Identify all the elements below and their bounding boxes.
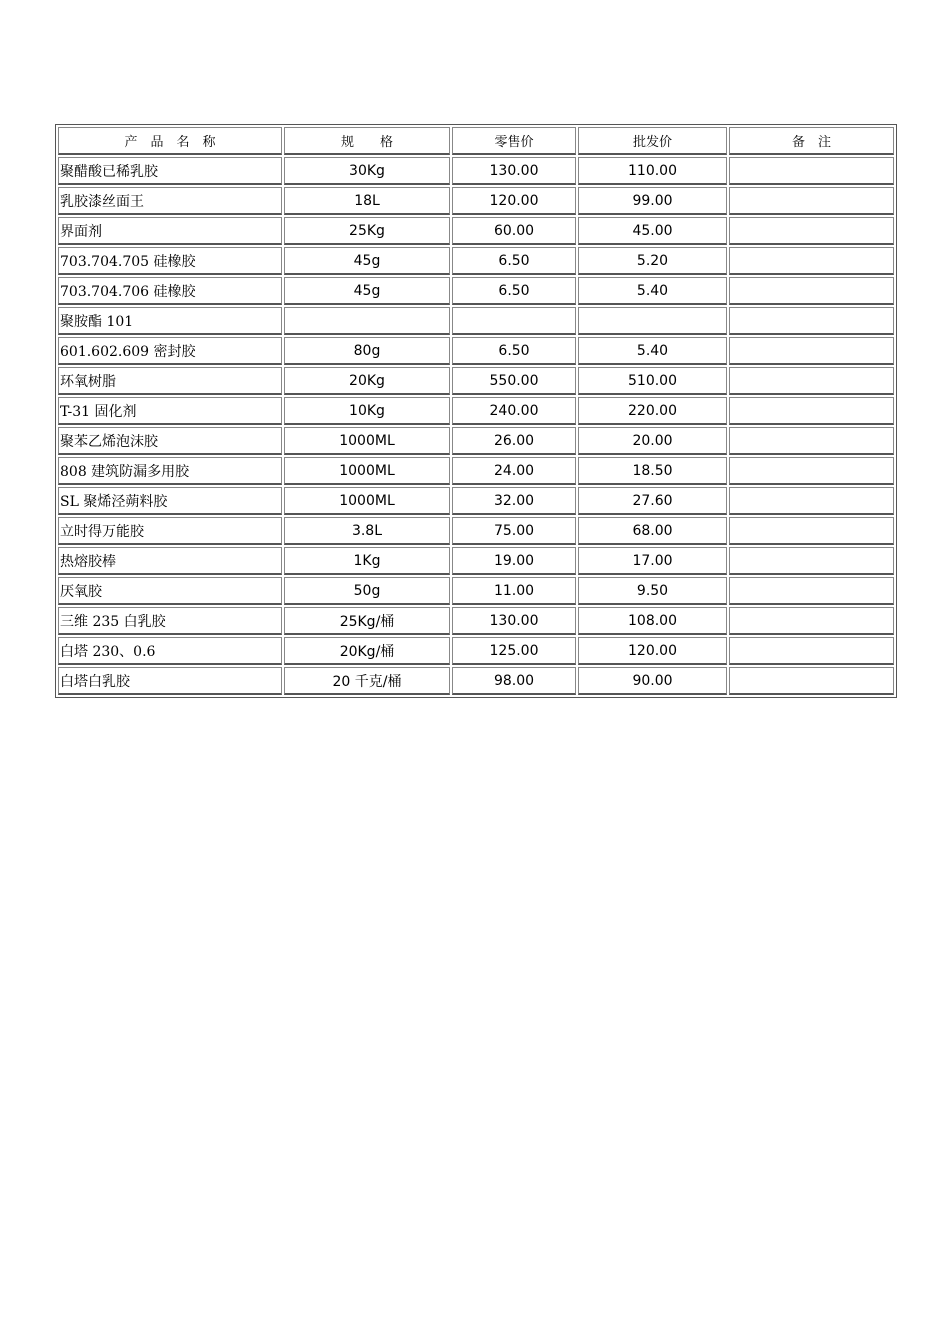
table-row — [58, 517, 894, 545]
cell-retail-price: 6.50 — [452, 337, 576, 365]
cell-spec: 1000ML — [284, 487, 450, 515]
cell-note — [729, 367, 894, 395]
cell-spec: 30Kg — [284, 157, 450, 185]
cell-spec: 25Kg/桶 — [284, 607, 450, 635]
cell-retail-price: 60.00 — [452, 217, 576, 245]
cell-wholesale-price — [578, 307, 727, 335]
cell-spec: 80g — [284, 337, 450, 365]
cell-note — [729, 547, 894, 575]
cell-wholesale-price: 18.50 — [578, 457, 727, 485]
cell-product-name: 界面剂 — [58, 217, 282, 245]
cell-retail-price: 24.00 — [452, 457, 576, 485]
cell-product-name: 立时得万能胶 — [58, 517, 282, 545]
table-body — [58, 157, 894, 695]
cell-wholesale-price: 90.00 — [578, 667, 727, 695]
table-row — [58, 157, 894, 185]
cell-spec: 20Kg — [284, 367, 450, 395]
header-note: 备 注 — [729, 127, 894, 155]
cell-note — [729, 427, 894, 455]
cell-spec — [284, 307, 450, 335]
cell-product-name: 聚胺酯 101 — [58, 307, 282, 335]
cell-note — [729, 577, 894, 605]
cell-note — [729, 247, 894, 275]
cell-spec: 45g — [284, 247, 450, 275]
cell-wholesale-price: 510.00 — [578, 367, 727, 395]
cell-wholesale-price: 120.00 — [578, 637, 727, 665]
cell-retail-price: 130.00 — [452, 157, 576, 185]
cell-note — [729, 637, 894, 665]
cell-note — [729, 277, 894, 305]
cell-note — [729, 607, 894, 635]
cell-product-name: 601.602.609 密封胶 — [58, 337, 282, 365]
cell-spec: 45g — [284, 277, 450, 305]
cell-spec: 1Kg — [284, 547, 450, 575]
cell-retail-price: 19.00 — [452, 547, 576, 575]
table-row — [58, 607, 894, 635]
price-table — [55, 124, 897, 698]
cell-note — [729, 517, 894, 545]
cell-product-name: 703.704.705 硅橡胶 — [58, 247, 282, 275]
cell-retail-price: 240.00 — [452, 397, 576, 425]
cell-spec: 20 千克/桶 — [284, 667, 450, 695]
cell-product-name: 三维 235 白乳胶 — [58, 607, 282, 635]
cell-product-name: 热熔胶棒 — [58, 547, 282, 575]
table-row — [58, 187, 894, 215]
table-row — [58, 217, 894, 245]
cell-product-name: 乳胶漆丝面王 — [58, 187, 282, 215]
table-row — [58, 667, 894, 695]
header-retail-price: 零售价 — [452, 127, 576, 155]
cell-wholesale-price: 9.50 — [578, 577, 727, 605]
cell-retail-price: 130.00 — [452, 607, 576, 635]
cell-product-name: 白塔白乳胶 — [58, 667, 282, 695]
cell-retail-price: 6.50 — [452, 247, 576, 275]
cell-note — [729, 667, 894, 695]
cell-note — [729, 187, 894, 215]
cell-note — [729, 217, 894, 245]
table-row — [58, 487, 894, 515]
table-row — [58, 637, 894, 665]
cell-spec: 50g — [284, 577, 450, 605]
cell-retail-price: 6.50 — [452, 277, 576, 305]
table-row — [58, 397, 894, 425]
cell-product-name: 聚醋酸已稀乳胶 — [58, 157, 282, 185]
cell-retail-price: 75.00 — [452, 517, 576, 545]
cell-retail-price: 26.00 — [452, 427, 576, 455]
cell-product-name: 聚苯乙烯泡沫胶 — [58, 427, 282, 455]
cell-wholesale-price: 20.00 — [578, 427, 727, 455]
table-row — [58, 247, 894, 275]
cell-wholesale-price: 45.00 — [578, 217, 727, 245]
table-header-row — [58, 127, 894, 155]
cell-spec: 1000ML — [284, 427, 450, 455]
cell-wholesale-price: 110.00 — [578, 157, 727, 185]
cell-spec: 1000ML — [284, 457, 450, 485]
cell-wholesale-price: 17.00 — [578, 547, 727, 575]
cell-wholesale-price: 108.00 — [578, 607, 727, 635]
table-row — [58, 547, 894, 575]
cell-product-name: T-31 固化剂 — [58, 397, 282, 425]
table-row — [58, 337, 894, 365]
cell-wholesale-price: 68.00 — [578, 517, 727, 545]
cell-wholesale-price: 5.20 — [578, 247, 727, 275]
cell-retail-price: 550.00 — [452, 367, 576, 395]
table-row — [58, 457, 894, 485]
cell-note — [729, 397, 894, 425]
cell-retail-price: 32.00 — [452, 487, 576, 515]
cell-spec: 3.8L — [284, 517, 450, 545]
table-row — [58, 427, 894, 455]
cell-retail-price: 125.00 — [452, 637, 576, 665]
cell-product-name: 703.704.706 硅橡胶 — [58, 277, 282, 305]
cell-retail-price: 98.00 — [452, 667, 576, 695]
cell-wholesale-price: 27.60 — [578, 487, 727, 515]
cell-note — [729, 487, 894, 515]
cell-note — [729, 307, 894, 335]
header-wholesale-price: 批发价 — [578, 127, 727, 155]
cell-note — [729, 337, 894, 365]
table-row — [58, 307, 894, 335]
cell-product-name: 808 建筑防漏多用胶 — [58, 457, 282, 485]
cell-product-name: SL 聚烯泾蒴料胶 — [58, 487, 282, 515]
cell-spec: 18L — [284, 187, 450, 215]
cell-spec: 20Kg/桶 — [284, 637, 450, 665]
cell-product-name: 厌氧胶 — [58, 577, 282, 605]
header-product-name: 产 品 名 称 — [58, 127, 282, 155]
header-spec: 规 格 — [284, 127, 450, 155]
cell-product-name: 环氧树脂 — [58, 367, 282, 395]
cell-wholesale-price: 220.00 — [578, 397, 727, 425]
cell-wholesale-price: 99.00 — [578, 187, 727, 215]
cell-wholesale-price: 5.40 — [578, 277, 727, 305]
cell-spec: 10Kg — [284, 397, 450, 425]
cell-product-name: 白塔 230、0.6 — [58, 637, 282, 665]
table-row — [58, 577, 894, 605]
cell-retail-price: 120.00 — [452, 187, 576, 215]
table-row — [58, 367, 894, 395]
cell-retail-price: 11.00 — [452, 577, 576, 605]
table-row — [58, 277, 894, 305]
cell-note — [729, 457, 894, 485]
cell-wholesale-price: 5.40 — [578, 337, 727, 365]
cell-note — [729, 157, 894, 185]
cell-spec: 25Kg — [284, 217, 450, 245]
cell-retail-price — [452, 307, 576, 335]
